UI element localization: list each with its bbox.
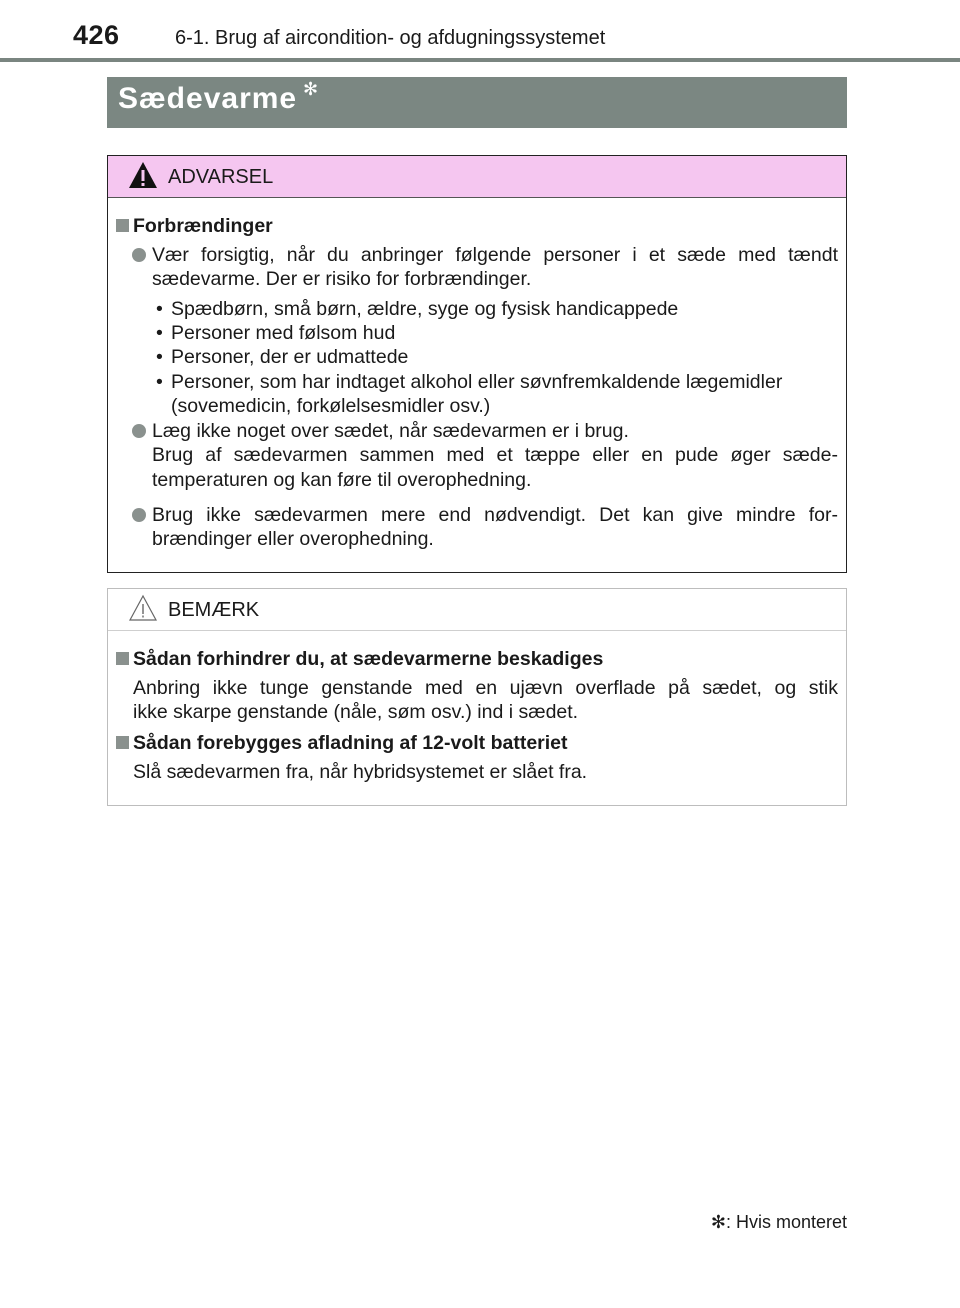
notice-triangle-icon	[128, 594, 158, 627]
list-item: Personer, som har indtaget alkohol eller søvnfremkaldende lægemidler	[171, 371, 783, 393]
warning-text-line: sædevarme. Der er risiko for forbrændinger.	[152, 268, 532, 290]
list-item: Personer, der er udmattede	[171, 346, 409, 368]
list-item: Spædbørn, små børn, ældre, syge og fysisk handicappede	[171, 298, 679, 320]
warning-text-line: Brug af sædevarmen sammen med et tæppe eller en pude øger sæde-	[152, 444, 838, 466]
notice-box	[107, 588, 847, 806]
list-bullet: •	[156, 322, 163, 344]
notice-text-line: Anbring ikke tunge genstande med en ujævn overflade på sædet, og stik	[133, 677, 838, 699]
warning-text-line: temperaturen og kan føre til overophedning.	[152, 469, 532, 491]
header-rule	[0, 58, 960, 62]
notice-heading: Sådan forebygges afladning af 12-volt batteriet	[133, 732, 568, 754]
list-bullet: •	[156, 371, 163, 393]
warning-box-header	[108, 156, 846, 198]
notice-heading: Sådan forhindrer du, at sædevarmerne beskadiges	[133, 648, 604, 670]
warning-label: ADVARSEL	[168, 166, 274, 188]
warning-triangle-icon	[128, 161, 158, 194]
warning-text-line: Vær forsigtig, når du anbringer følgende personer i et sæde med tændt	[152, 244, 838, 266]
warning-text-line: Læg ikke noget over sædet, når sædevarmen er i brug.	[152, 420, 629, 442]
section-marker-icon	[116, 736, 129, 749]
list-item-continuation: (sovemedicin, forkølelsesmidler osv.)	[171, 395, 491, 417]
section-title: 6-1. Brug af aircondition- og afdugningssystemet	[175, 27, 606, 49]
notice-text-line: Slå sædevarmen fra, når hybridsystemet er slået fra.	[133, 761, 588, 783]
section-marker-icon	[116, 219, 129, 232]
footnote-star-icon: ✻	[303, 79, 319, 99]
bullet-dot-icon	[132, 424, 146, 438]
list-bullet: •	[156, 346, 163, 368]
title-band	[107, 77, 847, 128]
notice-label: BEMÆRK	[168, 599, 260, 621]
page-title: Sædevarme	[118, 82, 298, 115]
list-item: Personer med følsom hud	[171, 322, 396, 344]
list-bullet: •	[156, 298, 163, 320]
bullet-dot-icon	[132, 508, 146, 522]
bullet-dot-icon	[132, 248, 146, 262]
warning-text-line: brændinger eller overophedning.	[152, 528, 434, 550]
notice-text-line: ikke skarpe genstande (nåle, søm osv.) ind i sædet.	[133, 701, 579, 723]
warning-box	[107, 155, 847, 573]
page-header	[0, 0, 960, 60]
warning-heading: Forbrændinger	[133, 215, 273, 237]
page-number: 426	[73, 20, 120, 50]
footnote: ✻: Hvis monteret	[710, 1212, 847, 1232]
warning-text-line: Brug ikke sædevarmen mere end nødvendigt. Det kan give mindre for-	[152, 504, 838, 526]
notice-box-header	[108, 589, 846, 631]
section-marker-icon	[116, 652, 129, 665]
